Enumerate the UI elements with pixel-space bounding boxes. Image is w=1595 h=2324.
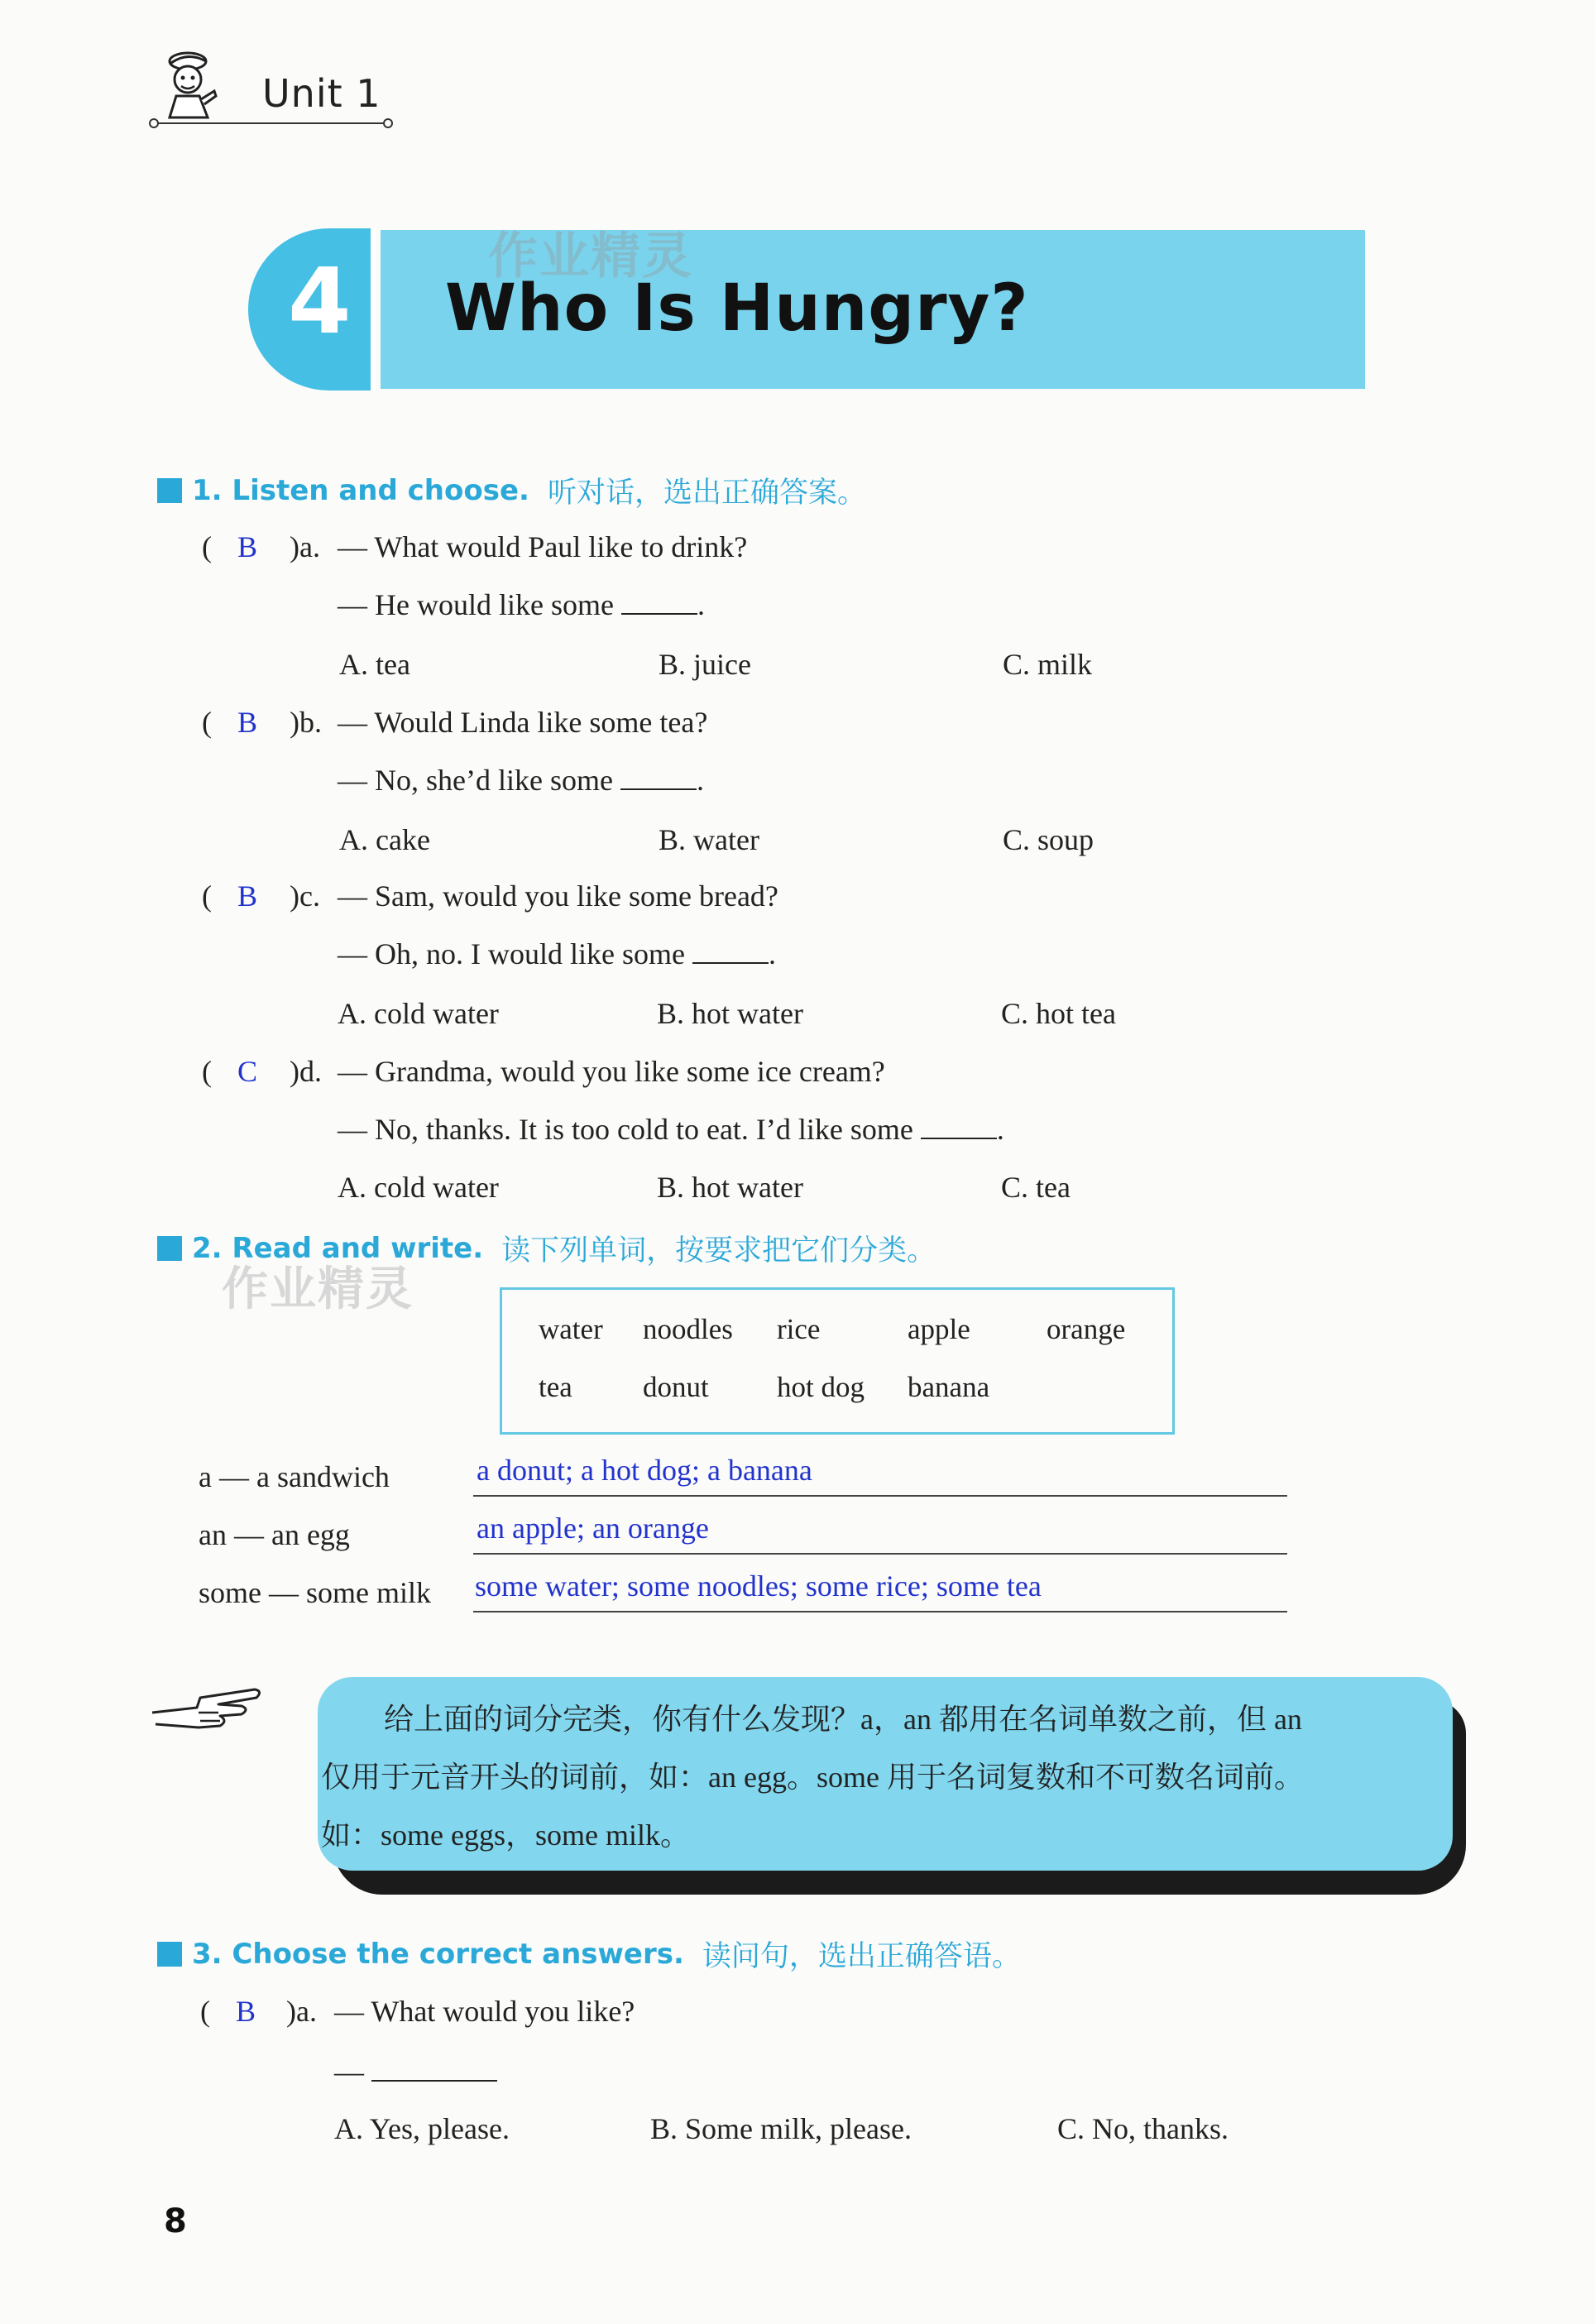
word: apple bbox=[908, 1313, 970, 1345]
answer-bracket: ( B bbox=[202, 879, 258, 913]
section-2-title-cn: 读下列单词，按要求把它们分类。 bbox=[501, 1234, 936, 1267]
word: water bbox=[539, 1313, 603, 1345]
option-b: B. juice bbox=[659, 648, 751, 681]
word: rice bbox=[777, 1313, 821, 1345]
option-a: A. cold water bbox=[338, 997, 499, 1030]
item-letter: )c. bbox=[290, 879, 320, 913]
fill-blank bbox=[921, 1114, 997, 1139]
option-c: C. soup bbox=[1003, 823, 1094, 856]
option-a: A. Yes, please. bbox=[334, 2112, 510, 2145]
section-3-title-en: 3. Choose the correct answers. bbox=[192, 1938, 684, 1971]
section-1-title-en: 1. Listen and choose. bbox=[192, 474, 529, 507]
response-suffix: . bbox=[768, 937, 776, 970]
question-text: — What would Paul like to drink? bbox=[338, 530, 748, 563]
pointing-hand-icon bbox=[149, 1680, 265, 1737]
item-letter: )b. bbox=[290, 706, 322, 739]
question-text: — What would you like? bbox=[334, 1995, 635, 2028]
response-text bbox=[338, 1112, 1004, 1147]
response-suffix: . bbox=[697, 588, 705, 621]
response-prefix: — He would like some bbox=[338, 588, 614, 621]
word-bank bbox=[500, 1287, 1175, 1435]
note-line-3: 如：some eggs，some milk。 bbox=[321, 1818, 690, 1852]
unit-header bbox=[153, 40, 389, 131]
option-a: A. cold water bbox=[338, 1171, 499, 1204]
question-text: — Grandma, would you like some ice cream? bbox=[338, 1055, 885, 1088]
word: banana bbox=[908, 1371, 990, 1403]
fill-blank bbox=[620, 765, 697, 790]
category-label: an — an egg bbox=[199, 1518, 350, 1551]
item-letter: )a. bbox=[290, 530, 320, 563]
fill-blank bbox=[692, 939, 769, 964]
fill-blank bbox=[621, 590, 697, 615]
word: hot dog bbox=[777, 1371, 865, 1403]
write-line bbox=[473, 1611, 1287, 1612]
section-1-title-cn: 听对话，选出正确答案。 bbox=[547, 477, 866, 510]
word: orange bbox=[1047, 1313, 1126, 1345]
answer-1c[interactable]: B bbox=[237, 879, 258, 913]
question-text: — Would Linda like some tea? bbox=[338, 706, 708, 739]
question-text: — Sam, would you like some bread? bbox=[338, 879, 778, 913]
section-marker-icon bbox=[157, 1942, 182, 1967]
page-number: 8 bbox=[164, 2202, 187, 2240]
response-prefix: — Oh, no. I would like some bbox=[338, 937, 685, 970]
mascot-icon bbox=[161, 45, 219, 119]
lesson-banner bbox=[248, 228, 1365, 391]
section-3-heading bbox=[157, 1933, 1021, 1975]
category-label: some — some milk bbox=[199, 1576, 431, 1609]
answer-1b[interactable]: B bbox=[237, 706, 258, 739]
response-text bbox=[338, 763, 704, 798]
section-3-title-cn: 读问句，选出正确答语。 bbox=[702, 1940, 1021, 1973]
answer-1d[interactable]: C bbox=[237, 1055, 258, 1088]
option-c: C. No, thanks. bbox=[1057, 2112, 1229, 2145]
option-c: C. hot tea bbox=[1001, 997, 1116, 1030]
write-line bbox=[473, 1495, 1287, 1497]
item-letter: )a. bbox=[286, 1995, 317, 2028]
category-answer[interactable]: an apple; an orange bbox=[477, 1512, 709, 1545]
option-b: B. water bbox=[659, 823, 759, 856]
response-text bbox=[338, 587, 705, 622]
write-line bbox=[473, 1553, 1287, 1555]
response-prefix: — No, thanks. It is too cold to eat. I’d like some bbox=[338, 1113, 913, 1146]
unit-label: Unit 1 bbox=[262, 71, 381, 116]
answer-bracket: ( B bbox=[200, 1995, 256, 2028]
fill-blank bbox=[371, 2044, 497, 2082]
category-label: a — a sandwich bbox=[199, 1460, 390, 1493]
item-letter: )d. bbox=[290, 1055, 322, 1088]
response-dash: — bbox=[334, 2055, 364, 2088]
option-b: B. Some milk, please. bbox=[650, 2112, 912, 2145]
response-suffix: . bbox=[996, 1113, 1004, 1146]
lesson-title: Who Is Hungry? bbox=[445, 271, 1029, 346]
category-answer[interactable]: some water; some noodles; some rice; some tea bbox=[475, 1569, 1042, 1603]
option-c: C. milk bbox=[1003, 648, 1093, 681]
response-prefix: — No, she’d like some bbox=[338, 764, 613, 797]
word: tea bbox=[539, 1371, 572, 1403]
option-b: B. hot water bbox=[657, 997, 803, 1030]
response-suffix: . bbox=[696, 764, 704, 797]
option-b: B. hot water bbox=[657, 1171, 803, 1204]
section-2-title-en: 2. Read and write. bbox=[192, 1232, 484, 1265]
option-c: C. tea bbox=[1001, 1171, 1071, 1204]
section-1-heading bbox=[157, 470, 866, 511]
option-a: A. tea bbox=[339, 648, 410, 681]
banner-separator bbox=[371, 228, 376, 391]
watermark: 作业精灵 bbox=[222, 1263, 414, 1316]
lesson-number-badge bbox=[248, 228, 371, 391]
note-line-1: 给上面的词分完类，你有什么发现？a，an 都用在名词单数之前，但 an bbox=[384, 1703, 1302, 1736]
answer-3a[interactable]: B bbox=[236, 1995, 256, 2028]
response-text bbox=[334, 2044, 497, 2089]
watermark: 作业精灵 bbox=[488, 228, 693, 285]
response-text bbox=[338, 937, 776, 971]
answer-bracket: ( B bbox=[202, 530, 258, 563]
answer-bracket: ( B bbox=[202, 706, 258, 739]
option-a: A. cake bbox=[339, 823, 430, 856]
note-line-2: 仅用于元音开头的词前，如：an egg。some 用于名词复数和不可数名词前。 bbox=[321, 1761, 1304, 1794]
word: noodles bbox=[643, 1313, 733, 1345]
answer-bracket: ( C bbox=[202, 1055, 258, 1088]
word: donut bbox=[643, 1371, 709, 1403]
lesson-number: 4 bbox=[288, 248, 352, 354]
answer-1a[interactable]: B bbox=[237, 530, 258, 563]
header-rule bbox=[157, 122, 385, 124]
section-marker-icon bbox=[157, 478, 182, 503]
section-marker-icon bbox=[157, 1236, 182, 1261]
category-answer[interactable]: a donut; a hot dog; a banana bbox=[477, 1454, 812, 1487]
